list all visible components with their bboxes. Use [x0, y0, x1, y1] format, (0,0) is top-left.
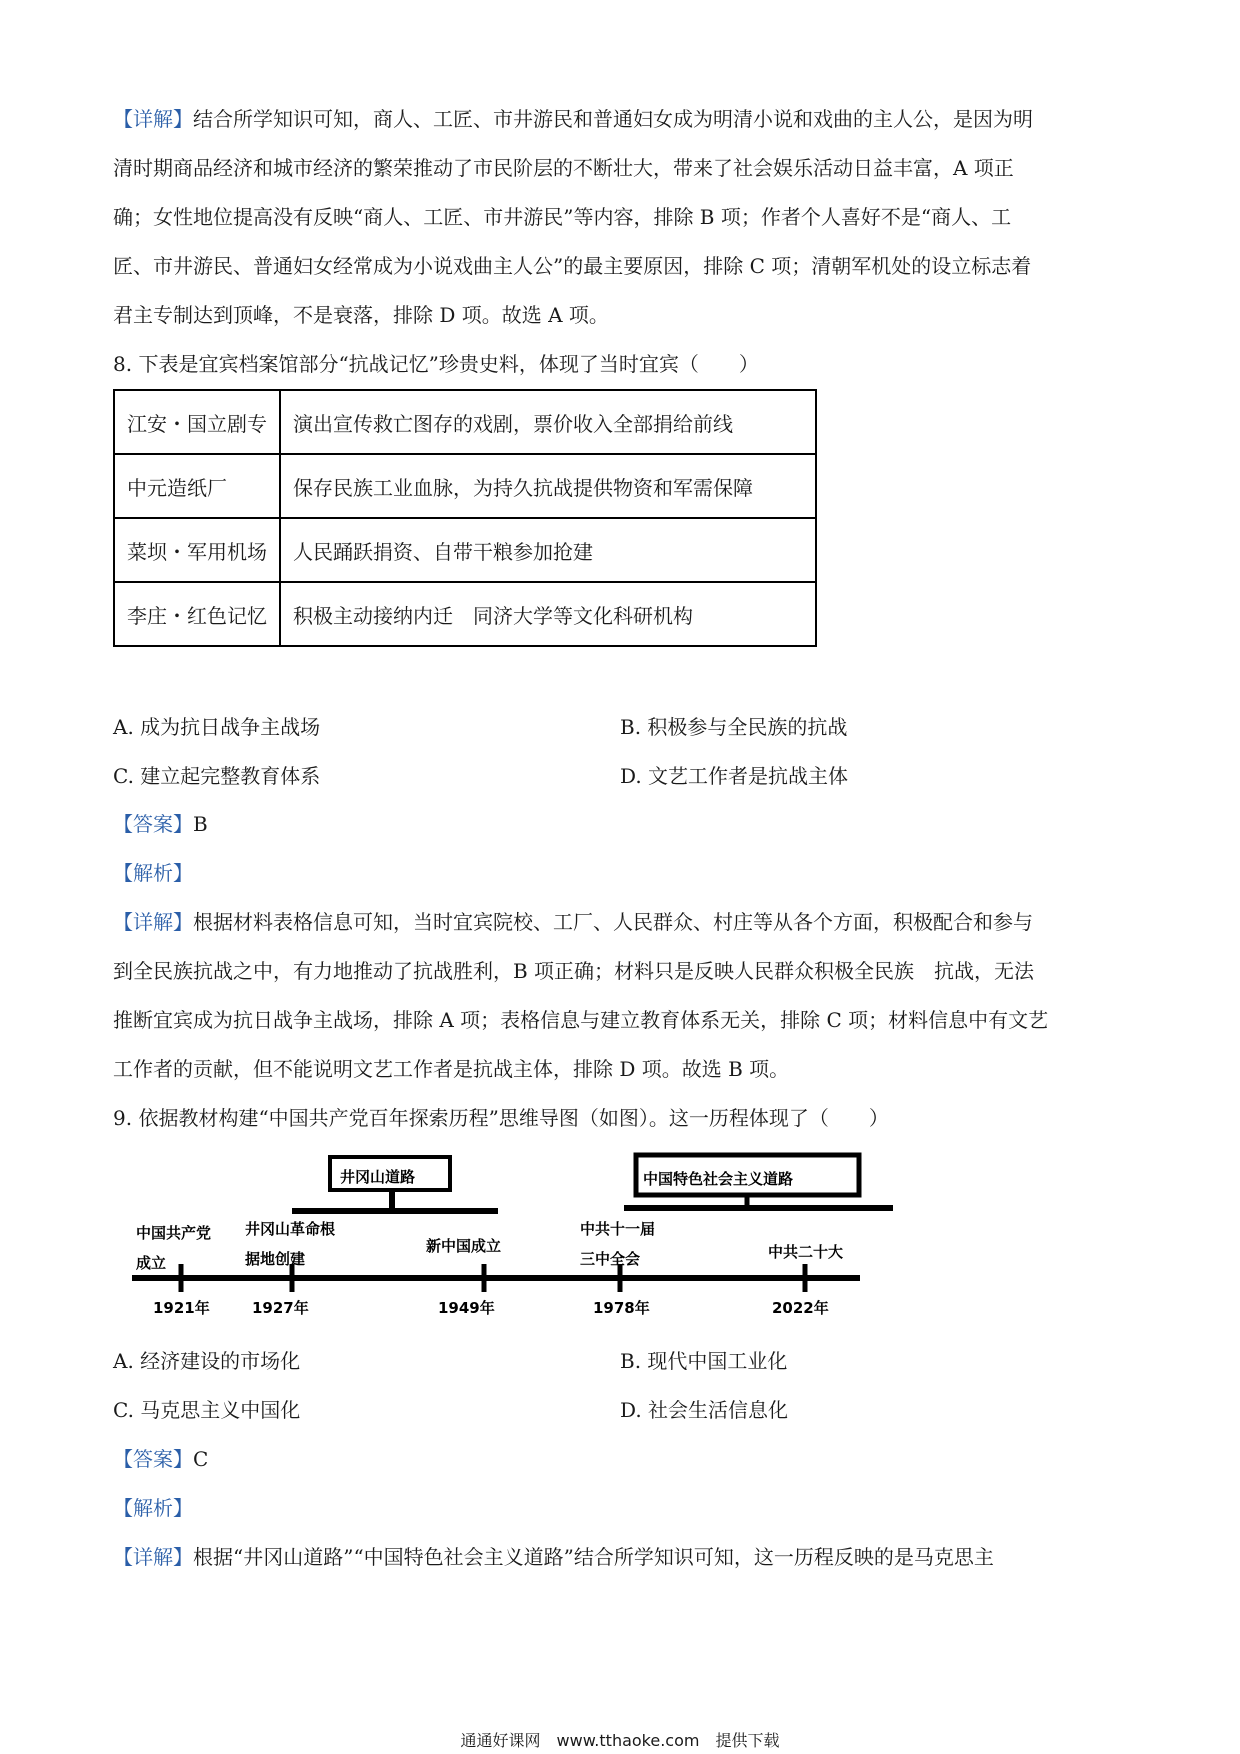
box2-label: 中国特色社会主义道路: [643, 1170, 794, 1188]
detail-tag: 【详解】: [113, 910, 193, 934]
q8-stem: 8. 下表是宜宾档案馆部分“抗战记忆”珍贵史料，体现了当时宜宾（ ）: [113, 352, 759, 376]
event-label: 中共十一届: [580, 1220, 656, 1238]
q8-option-a: A. 成为抗日战争主战场: [113, 715, 321, 739]
q7-detail-line-2: 清时期商品经济和城市经济的繁荣推动了市民阶层的不断壮大，带来了社会娱乐活动日益丰富，A 项正: [113, 156, 1014, 180]
event-label: 中国共产党: [136, 1224, 212, 1242]
q7-detail-line-4: 匠、市井游民、普通妇女经常成为小说戏曲主人公”的最主要原因，排除 C 项；清朝军机处的设立标志着: [113, 254, 1032, 278]
table-cell: 中元造纸厂: [114, 454, 280, 518]
q9-stem: 9. 依据教材构建“中国共产党百年探索历程”思维导图（如图）。这一历程体现了（ ）: [113, 1106, 889, 1130]
answer-value: C: [193, 1447, 209, 1471]
detail-tag: 【详解】: [113, 1545, 193, 1569]
q9-answer: [113, 1447, 1133, 1471]
table-cell: 李庄・红色记忆: [114, 582, 280, 646]
q7-detail-line-1: 【详解】结合所学知识可知，商人、工匠、市井游民和普通妇女成为明清小说和戏曲的主人公，是因为明: [113, 107, 1033, 131]
analysis-tag: 【解析】: [113, 1496, 193, 1520]
year-label: 1978年: [593, 1299, 650, 1317]
event-label: 井冈山革命根: [245, 1220, 336, 1238]
event-label: 三中全会: [580, 1250, 641, 1268]
answer-tag: 【答案】: [113, 1447, 193, 1471]
year-label: 1921年: [153, 1299, 210, 1317]
q9-option-d: D. 社会生活信息化: [620, 1398, 789, 1422]
event-label: 新中国成立: [426, 1237, 502, 1255]
table-cell: 江安・国立剧专: [114, 390, 280, 454]
q8-detail-line-2: 到全民族抗战之中，有力地推动了抗战胜利，B 项正确；材料只是反映人民群众积极全民族 抗战，无法: [113, 959, 1035, 983]
q8-detail-line-4: 工作者的贡献，但不能说明文艺工作者是抗战主体，排除 D 项。故选 B 项。: [113, 1057, 790, 1081]
year-label: 1949年: [438, 1299, 495, 1317]
table-cell: 保存民族工业血脉，为持久抗战提供物资和军需保障: [280, 454, 816, 518]
detail-tag: 【详解】: [113, 107, 193, 131]
answer-tag: 【答案】: [113, 812, 193, 836]
analysis-tag: 【解析】: [113, 861, 193, 885]
q9-option-c: C. 马克思主义中国化: [113, 1398, 301, 1422]
q7-detail-line-3: 确；女性地位提高没有反映“商人、工匠、市井游民”等内容，排除 B 项；作者个人喜好不是“商人、工: [113, 205, 1012, 229]
q8-detail-line-1: 【详解】根据材料表格信息可知，当时宜宾院校、工厂、人民群众、村庄等从各个方面，积极配合和参与: [113, 910, 1033, 934]
answer-value: B: [193, 812, 208, 836]
event-label: 中共二十大: [768, 1243, 844, 1261]
q9-analysis: [113, 1496, 1133, 1520]
event-label: 据地创建: [245, 1250, 306, 1268]
year-label: 1927年: [252, 1299, 309, 1317]
table-cell: 演出宣传救亡图存的戏剧，票价收入全部捐给前线: [280, 390, 816, 454]
table-cell: 积极主动接纳内迁 同济大学等文化科研机构: [280, 582, 816, 646]
q8-detail-line-3: 推断宜宾成为抗日战争主战场，排除 A 项；表格信息与建立教育体系无关，排除 C 项；材料信息中有文艺: [113, 1008, 1049, 1032]
page-footer: 通通好课网 www.tthaoke.com 提供下载: [460, 1731, 780, 1750]
q7-detail-line-5: 君主专制达到顶峰，不是衰落，排除 D 项。故选 A 项。: [113, 303, 609, 327]
q8-option-c: C. 建立起完整教育体系: [113, 764, 321, 788]
q9-option-a: A. 经济建设的市场化: [113, 1349, 301, 1373]
year-label: 2022年: [772, 1299, 829, 1317]
event-label: 成立: [136, 1254, 167, 1272]
q9-option-b: B. 现代中国工业化: [620, 1349, 788, 1373]
q8-option-d: D. 文艺工作者是抗战主体: [620, 764, 849, 788]
table-cell: 人民踊跃捐资、自带干粮参加抢建: [280, 518, 816, 582]
table-cell: 菜坝・军用机场: [114, 518, 280, 582]
q8-option-b: B. 积极参与全民族的抗战: [620, 715, 848, 739]
box1-label: 井冈山道路: [340, 1168, 416, 1186]
q9-detail-line-1: 【详解】根据“井冈山道路”“中国特色社会主义道路”结合所学知识可知，这一历程反映的是马克思主: [113, 1545, 994, 1569]
